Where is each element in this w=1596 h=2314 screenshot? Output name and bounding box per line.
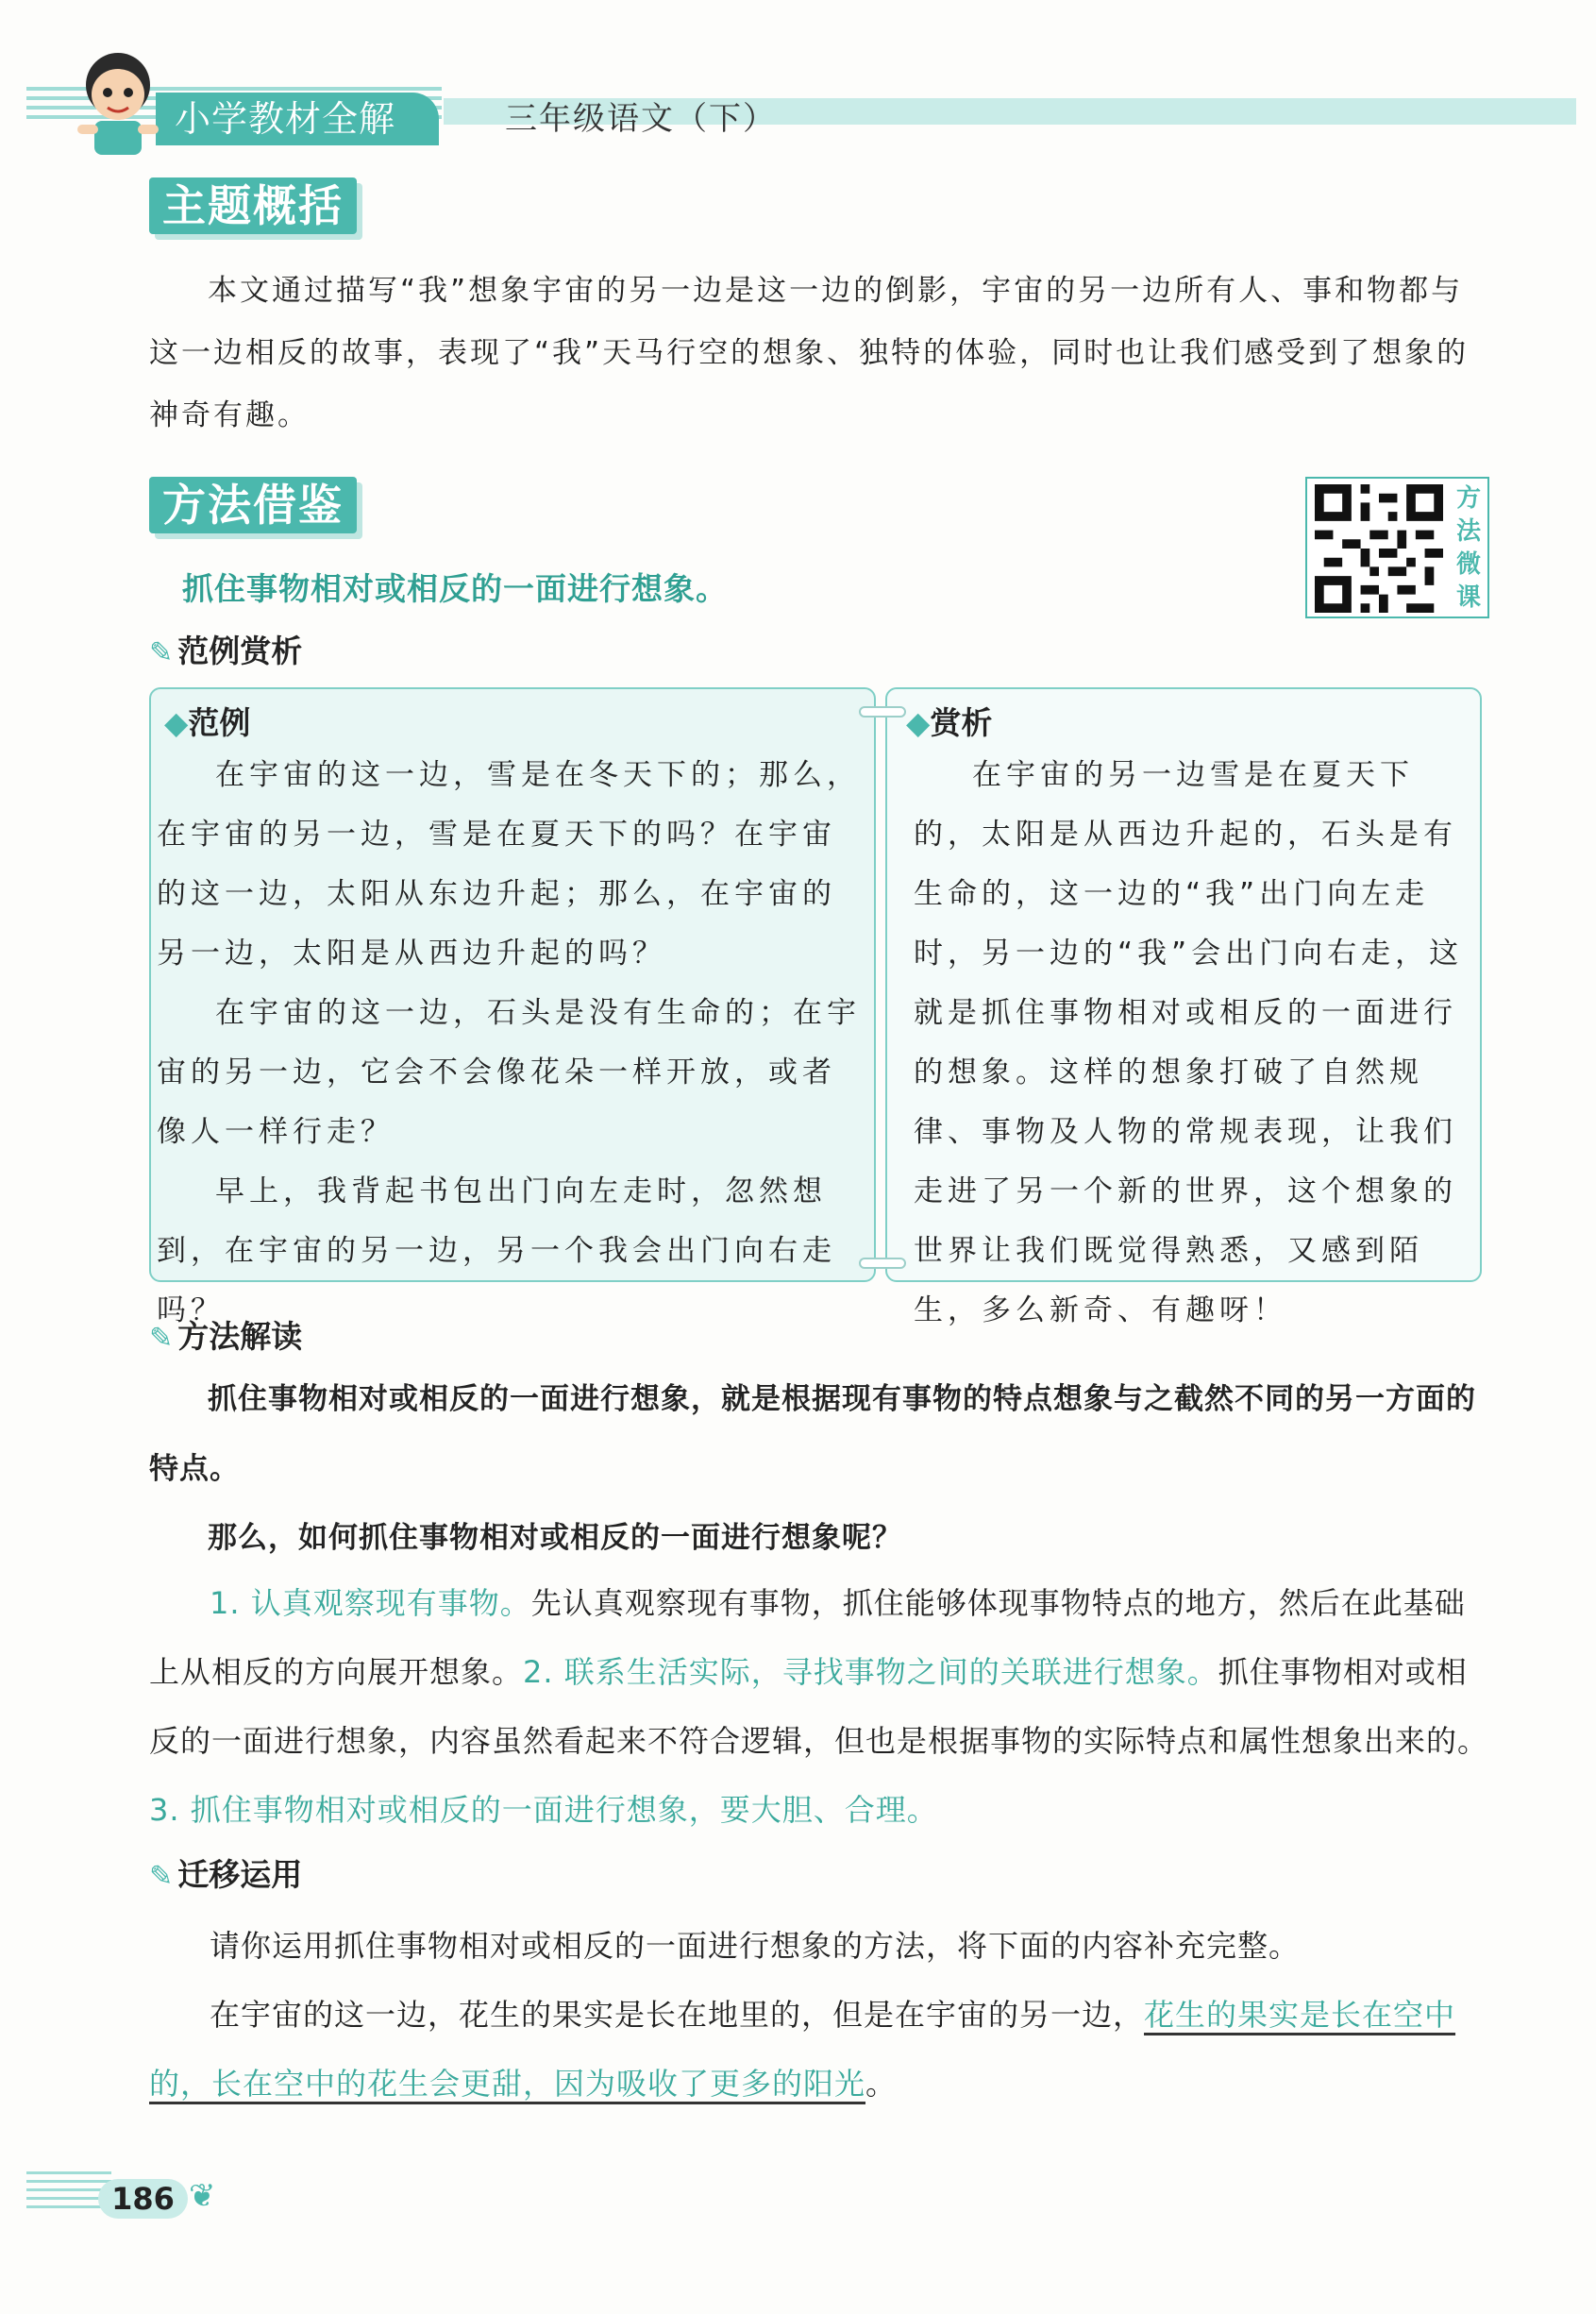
apply-answer: 花生的果实是长在空中的，长在空中的花生会更甜，因为吸收了更多的阳光 — [149, 1997, 1456, 2102]
grade-title: 三年级语文（下） — [505, 100, 777, 138]
step-2-text: 抓住事物相对或相反的一面进行想象，内容虽然看起来不符合逻辑，但也是根据事物的实际特点和属性想象出来的。 — [149, 1654, 1489, 1759]
example-box — [149, 687, 876, 1327]
box-connector-top — [859, 706, 906, 718]
method-heading: 方法借鉴 — [149, 477, 357, 533]
pen-icon: ✎ — [149, 1322, 174, 1355]
analysis-box — [885, 687, 1482, 1327]
theme-heading: 主题概括 — [149, 177, 357, 234]
reading-question: 那么，如何抓住事物相对或相反的一面进行想象呢？ — [208, 1521, 902, 1555]
page-number: 186 — [98, 2179, 188, 2219]
theme-paragraph: 本文通过描写“我”想象宇宙的另一边是这一边的倒影，宇宙的另一边所有人、事和物都与这一边相反的故事，表现了“我”天马行空的想象、独特的体验，同时也让我们感受到了想象的神奇有趣。 — [149, 274, 1470, 432]
qr-code[interactable] — [1305, 477, 1489, 618]
apply-subheading: ✎ 迁移运用 — [149, 1856, 303, 1893]
step-2: 2. 联系生活实际，寻找事物之间的关联进行想象。 — [523, 1654, 1218, 1690]
mascot-icon — [66, 45, 170, 159]
example-label: ◆范例 — [164, 704, 251, 741]
apply-prompt: 请你运用抓住事物相对或相反的一面进行想象的方法，将下面的内容补充完整。 — [210, 1928, 1301, 1964]
analysis-text: 在宇宙的另一边雪是在夏天下的，太阳是从西边升起的，石头是有生命的，这一边的“我”出门向左走时，另一边的“我”会出门向右走，这就是抓住事物相对或相反的一面进行的想象。这样的想象打破了自然规律、事物及人物的常规表现，让我们走进了另一个新的世界，这个想象的世界让我们既觉得熟悉，又感到陌生，多么新奇、有趣呀！ — [914, 758, 1464, 1327]
box-connector-bottom — [859, 1258, 906, 1269]
apply-given: 在宇宙的这一边，花生的果实是长在地里的，但是在宇宙的另一边， — [210, 1997, 1145, 2033]
pen-icon: ✎ — [149, 636, 174, 669]
leaf-icon: ❦ — [189, 2177, 216, 2215]
reading-subheading: ✎ 方法解读 — [149, 1318, 303, 1355]
example-subheading: ✎ 范例赏析 — [149, 633, 303, 669]
series-title: 小学教材全解 — [156, 93, 439, 145]
qr-label: 方 法 微 课 — [1455, 484, 1481, 612]
pen-icon: ✎ — [149, 1860, 174, 1893]
step-3: 3. 抓住事物相对或相反的一面进行想象，要大胆、合理。 — [149, 1792, 938, 1828]
steps-paragraph — [149, 1569, 1489, 1845]
reading-paragraph: 抓住事物相对或相反的一面进行想象，就是根据现有事物的特点想象与之截然不同的另一方面的特点。 — [149, 1382, 1476, 1486]
apply-paragraph — [149, 1981, 1489, 2119]
apply-end: 。 — [865, 2066, 898, 2102]
example-p3: 早上，我背起书包出门向左走时，忽然想到，在宇宙的另一边，另一个我会出门向右走吗？ — [157, 1174, 836, 1327]
analysis-label: ◆赏析 — [906, 704, 993, 741]
qr-code-icon — [1313, 484, 1445, 613]
step-1-text: 先认真观察现有事物，抓住能够体现事物特点的地方，然后在此基础上从相反的方向展开想象。 — [149, 1585, 1466, 1690]
example-p1: 在宇宙的这一边，雪是在冬天下的；那么，在宇宙的另一边，雪是在夏天下的吗？在宇宙的这一边，太阳从东边升起；那么，在宇宙的另一边，太阳是从西边升起的吗？ — [157, 758, 861, 971]
example-p2: 在宇宙的这一边，石头是没有生命的；在宇宙的另一边，它会不会像花朵一样开放，或者像人一样行走？ — [157, 996, 861, 1149]
method-title: 抓住事物相对或相反的一面进行想象。 — [182, 570, 728, 607]
step-1: 1. 认真观察现有事物。 — [210, 1585, 531, 1621]
